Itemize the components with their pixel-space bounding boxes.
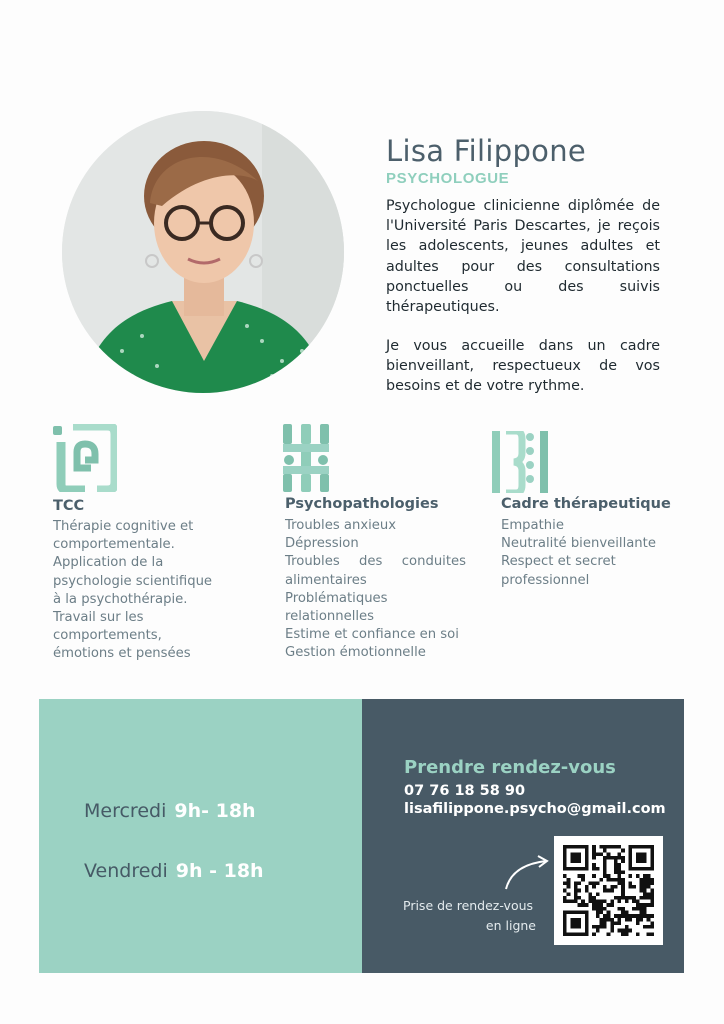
list-item: professionnel (501, 572, 590, 588)
list-item: Neutralité bienveillante (501, 536, 656, 552)
person-role: PSYCHOLOGUE (386, 170, 510, 187)
psychopathologies-title: Psychopathologies (285, 496, 439, 512)
qr-code[interactable] (554, 836, 663, 945)
schedule-wednesday (84, 800, 256, 822)
list-item: Gestion émotionnelle (285, 645, 426, 661)
list-item: Application de la (53, 555, 164, 571)
list-item: Troubles anxieux (285, 518, 397, 533)
list-item: Estime et confiance en soi (285, 627, 459, 643)
cadre-title: Cadre thérapeutique (501, 496, 671, 512)
qr-code-pattern (563, 845, 654, 936)
list-item: Travail sur les (53, 610, 144, 626)
email-address[interactable]: lisafilippone.psycho@gmail.com (404, 801, 666, 817)
list-item: émotions et pensées (53, 646, 191, 662)
appointment-title: Prendre rendez-vous (404, 757, 616, 778)
portrait-illustration (62, 111, 344, 393)
person-name: Lisa Filippone (386, 134, 587, 168)
list-item: Thérapie cognitive et (53, 519, 194, 534)
tcc-title: TCC (53, 498, 85, 514)
schedule-panel (39, 699, 362, 973)
tcc-list (53, 518, 233, 664)
day-label: Mercredi (84, 800, 167, 822)
phone-number[interactable]: 07 76 18 58 90 (404, 783, 526, 799)
tcc-icon (51, 424, 117, 492)
online-booking-label (396, 896, 536, 936)
psychopathologies-list (285, 517, 466, 663)
hours-label: 9h - 18h (175, 860, 264, 882)
day-label: Vendredi (84, 860, 168, 882)
list-item: Dépression (285, 536, 359, 552)
booking-line-1: Prise de rendez-vous (403, 898, 534, 913)
schedule-friday (84, 860, 264, 882)
booking-line-2: en ligne (485, 918, 536, 933)
hours-label: 9h- 18h (174, 800, 256, 822)
cadre-icon (492, 431, 552, 493)
list-item: psychologie scientifique (53, 573, 213, 589)
list-item: Problématiques relationnelles (285, 590, 388, 625)
profile-photo (62, 111, 344, 393)
list-item: comportements, (53, 628, 162, 644)
list-item: comportementale. (53, 537, 175, 553)
bio-paragraph-1: Psychologue clinicienne diplômée de l'Université Paris Descartes, je reçois les adolescents, jeunes adultes et adultes pour des consultations ponctuelles ou des suivis thérapeutiques. (386, 198, 660, 316)
psychopathologies-icon (283, 424, 329, 492)
list-item: Respect et secret (501, 554, 616, 570)
cadre-list (501, 517, 681, 590)
list-item: Troubles des conduites alimentaires (285, 554, 466, 588)
list-item: à la psychothérapie. (53, 591, 188, 607)
arrow-icon (500, 853, 552, 893)
list-item: Empathie (501, 518, 564, 533)
bio-paragraph-2: Je vous accueille dans un cadre bienveillant, respectueux de vos besoins et de votre rythme. (386, 338, 660, 395)
